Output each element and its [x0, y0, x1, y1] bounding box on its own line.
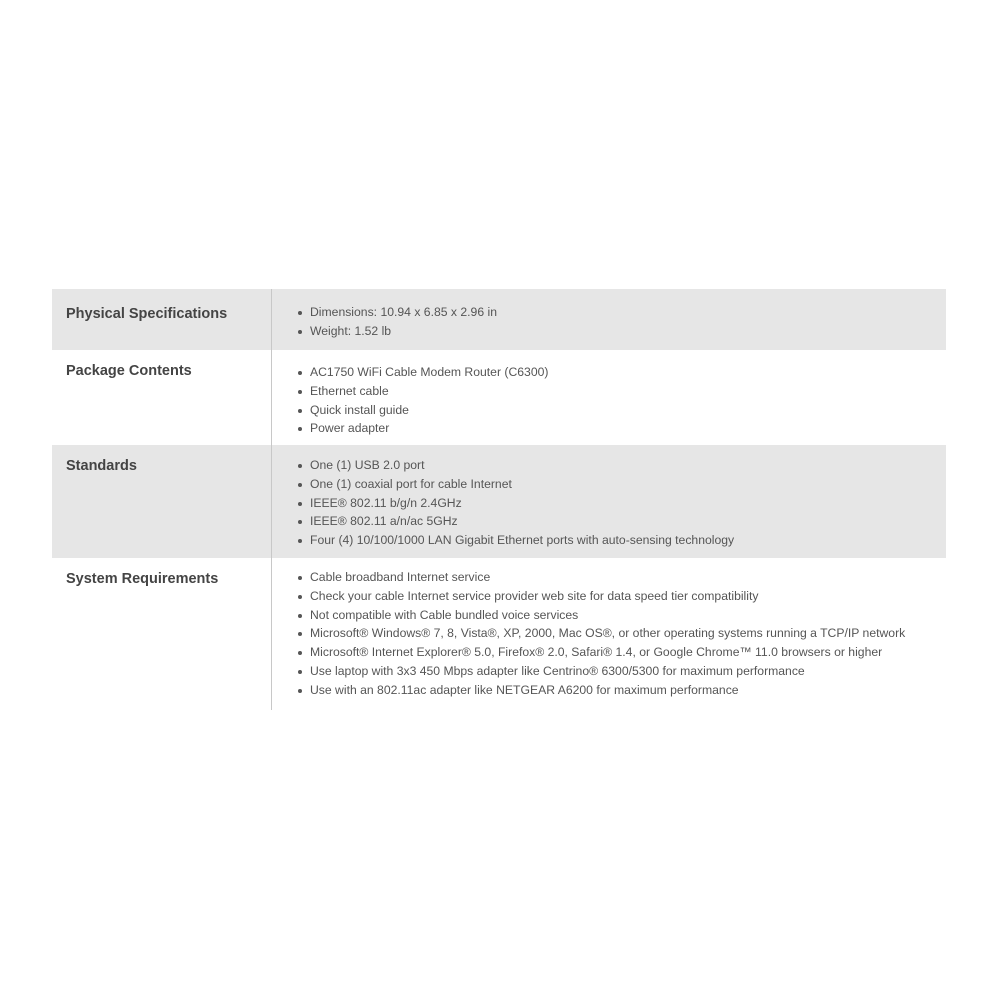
specifications-table [52, 289, 946, 710]
list-item: Dimensions: 10.94 x 6.85 x 2.96 in [298, 303, 946, 322]
list-item: IEEE® 802.11 b/g/n 2.4GHz [298, 494, 946, 513]
list-item: IEEE® 802.11 a/n/ac 5GHz [298, 512, 946, 531]
list-item: Use laptop with 3x3 450 Mbps adapter like Centrino® 6300/5300 for maximum performance [298, 662, 946, 681]
list-item: Not compatible with Cable bundled voice services [298, 606, 946, 625]
list-item: Weight: 1.52 lb [298, 322, 946, 341]
list-item: Use with an 802.11ac adapter like NETGEAR A6200 for maximum performance [298, 681, 946, 700]
spec-values-package [272, 350, 946, 445]
list-item: Ethernet cable [298, 382, 946, 401]
spec-row-system [52, 558, 946, 710]
spec-row-standards [52, 445, 946, 558]
spec-values-system [272, 558, 946, 710]
list-item: One (1) coaxial port for cable Internet [298, 475, 946, 494]
list-item: Cable broadband Internet service [298, 568, 946, 587]
list-item: One (1) USB 2.0 port [298, 456, 946, 475]
list-item: Check your cable Internet service provider web site for data speed tier compatibility [298, 587, 946, 606]
spec-row-physical [52, 289, 946, 350]
list-item: Microsoft® Internet Explorer® 5.0, Firefox® 2.0, Safari® 1.4, or Google Chrome™ 11.0 browsers or higher [298, 643, 946, 662]
list-item: Four (4) 10/100/1000 LAN Gigabit Ethernet ports with auto-sensing technology [298, 531, 946, 550]
list-item: Power adapter [298, 419, 946, 438]
spec-values-standards [272, 445, 946, 558]
list-item: Microsoft® Windows® 7, 8, Vista®, XP, 2000, Mac OS®, or other operating systems running a TCP/IP network [298, 624, 946, 643]
spec-label-package: Package Contents [52, 350, 272, 445]
spec-row-package [52, 350, 946, 445]
spec-values-physical [272, 289, 946, 350]
spec-label-standards: Standards [52, 445, 272, 558]
spec-label-system: System Requirements [52, 558, 272, 710]
list-item: AC1750 WiFi Cable Modem Router (C6300) [298, 363, 946, 382]
spec-label-physical: Physical Specifications [52, 289, 272, 350]
list-item: Quick install guide [298, 401, 946, 420]
